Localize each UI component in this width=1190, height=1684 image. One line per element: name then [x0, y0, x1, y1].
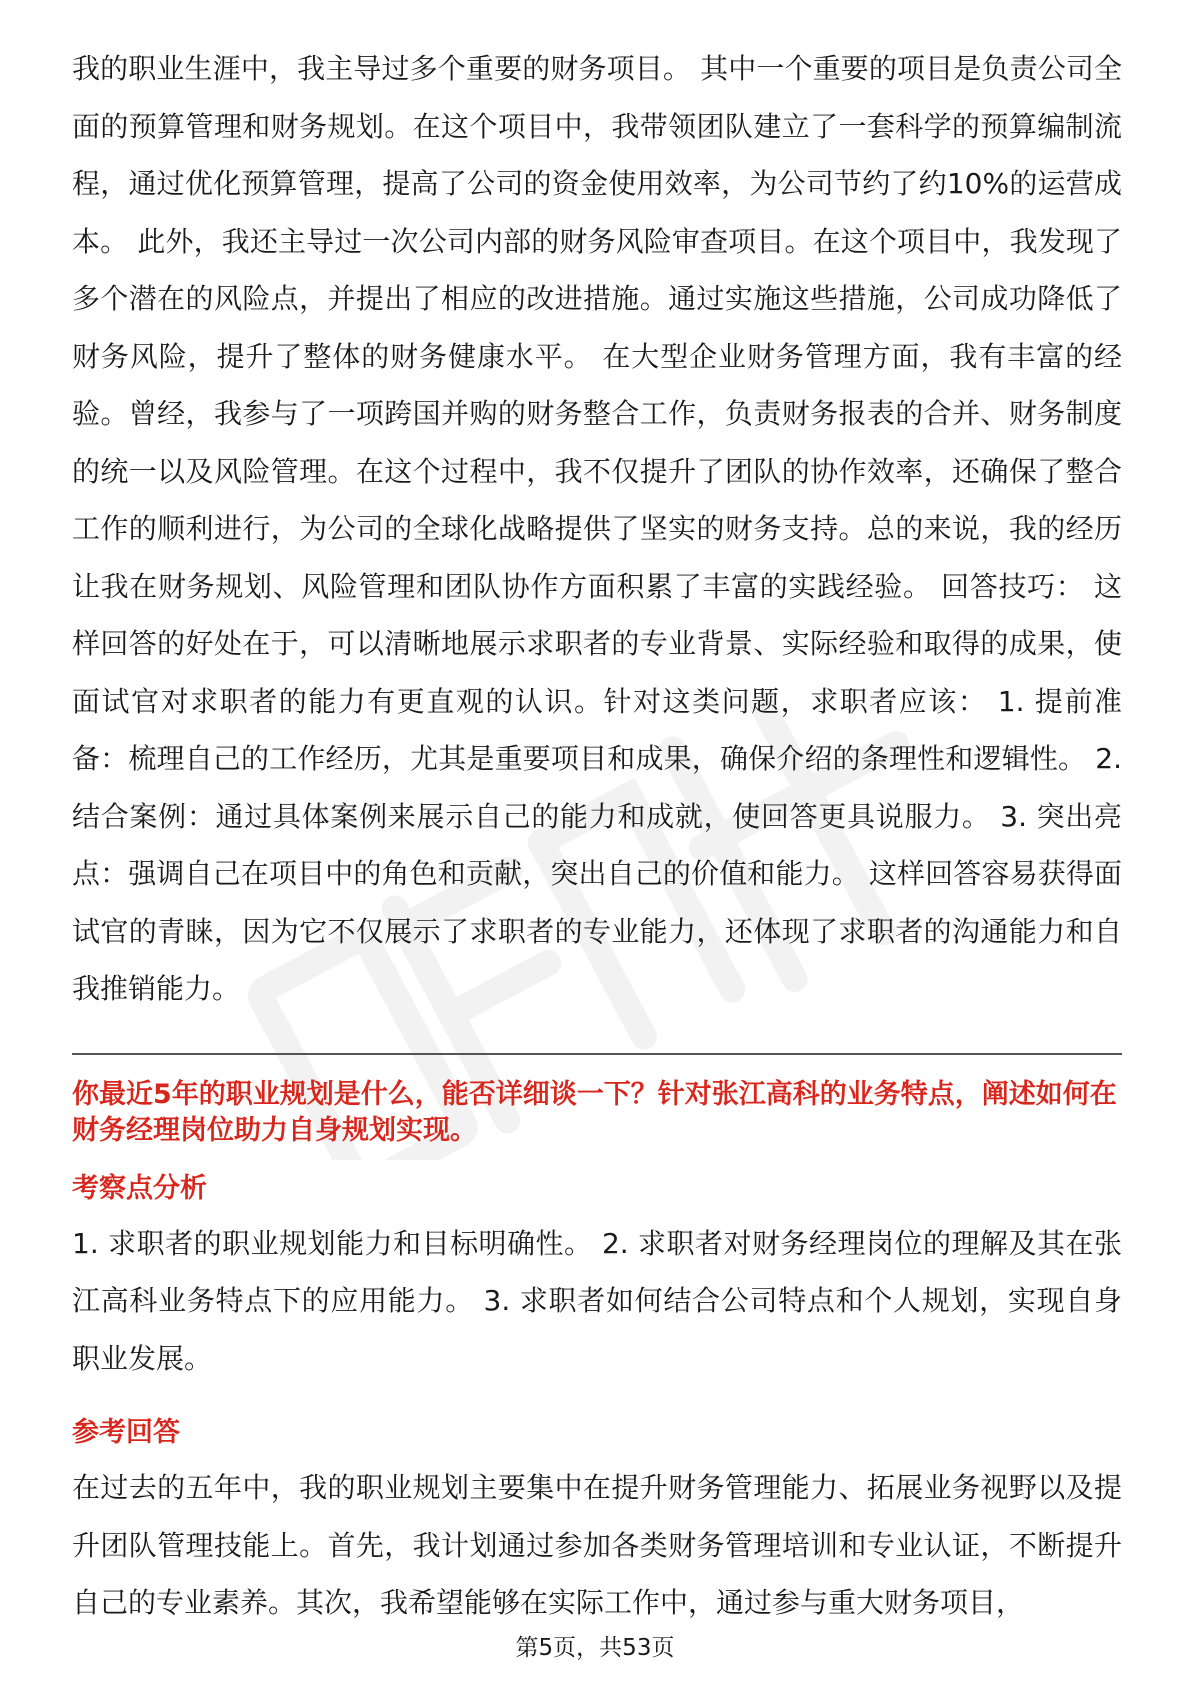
page-number: 第5页，共53页: [515, 1635, 675, 1661]
section-divider: [72, 1053, 1122, 1055]
interview-question: 你最近5年的职业规划是什么，能否详细谈一下？针对张江高科的业务特点，阐述如何在财务经理岗位助力自身规划实现。: [72, 1078, 1117, 1146]
intro-paragraph: 我的职业生涯中，我主导过多个重要的财务项目。 其中一个重要的项目是负责公司全面的预算管理和财务规划。在这个项目中，我带领团队建立了一套科学的预算编制流程，通过优化预算管理，提高了公司的资金使用效率，为公司节约了约10%的运营成本。 此外，我还主导过一次公司内部的财务风险审查项目。在这个项目中，我发现了多个潜在的风险点，并提出了相应的改进措施。通过实施这些措施，公司成功降低了财务风险，提升了整体的财务健康水平。 在大型企业财务管理方面，我有丰富的经验。曾经，我参与了一项跨国并购的财务整合工作，负责财务报表的合并、财务制度的统一以及风险管理。在这个过程中，我不仅提升了团队的协作效率，还确保了整合工作的顺利进行，为公司的全球化战略提供了坚实的财务支持。总的来说，我的经历让我在财务规划、风险管理和团队协作方面积累了丰富的实践经验。 回答技巧： 这样回答的好处在于，可以清晰地展示求职者的专业背景、实际经验和取得的成果，使面试官对求职者的能力有更直观的认识。针对这类问题，求职者应该： 1. 提前准备：梳理自己的工作经历，尤其是重要项目和成果，确保介绍的条理性和逻辑性。 2. 结合案例：通过具体案例来展示自己的能力和成就，使回答更具说服力。 3. 突出亮点：强调自己在项目中的角色和贡献，突出自己的价值和能力。 这样回答容易获得面试官的青睐，因为它不仅展示了求职者的专业能力，还体现了求职者的沟通能力和自我推销能力。: [72, 52, 1122, 1005]
document-page: [72, 40, 1122, 1632]
analysis-paragraph: 1. 求职者的职业规划能力和目标明确性。 2. 求职者对财务经理岗位的理解及其在张江高科业务特点下的应用能力。 3. 求职者如何结合公司特点和个人规划，实现自身职业发展。: [72, 1226, 1122, 1375]
answer-paragraph: 在过去的五年中，我的职业规划主要集中在提升财务管理能力、拓展业务视野以及提升团队管理技能上。首先，我计划通过参加各类财务管理培训和专业认证，不断提升自己的专业素养。其次，我希望能够在实际工作中，通过参与重大财务项目，: [72, 1471, 1122, 1619]
answer-heading: 参考回答: [72, 1417, 180, 1448]
analysis-heading: 考察点分析: [72, 1172, 207, 1204]
